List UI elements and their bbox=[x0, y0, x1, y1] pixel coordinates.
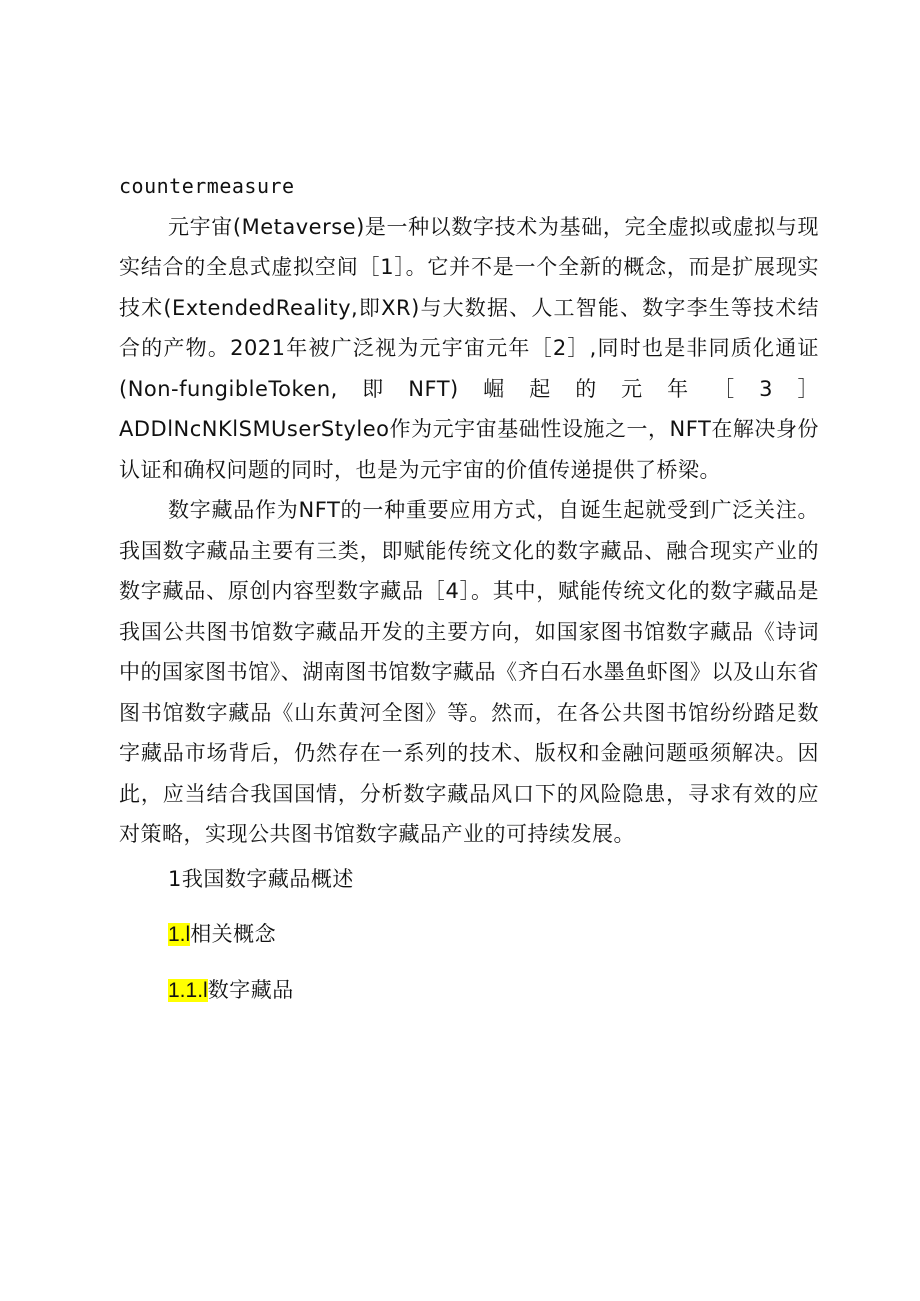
heading-level-3-number: 1.1.l bbox=[168, 978, 208, 1002]
heading-level-3 bbox=[119, 970, 819, 1011]
heading-level-2-text: 相关概念 bbox=[190, 921, 277, 946]
heading-level-2-number: 1.l bbox=[168, 922, 191, 946]
heading-level-3-text: 数字藏品 bbox=[207, 977, 294, 1002]
paragraph-metaverse: 元宇宙(Metaverse)是一种以数字技术为基础，完全虚拟或虚拟与现实结合的全息式虚拟空间［1］。它并不是一个全新的概念，而是扩展现实技术(ExtendedReality,即XR)与大数据、人工智能、数字李生等技术结合的产物。2021年被广泛视为元宇宙元年［2］,同时也是非同质化通证(Non-fungibleToken,即NFT)崛起的元年［3］ADDlNcNKlSMUserStyleo作为元宇宙基础性设施之一，NFT在解决身份认证和确权问题的同时，也是为元宇宙的价值传递提供了桥梁。 bbox=[119, 214, 819, 482]
document-page bbox=[119, 166, 819, 1011]
heading-level-1: 1我国数字藏品概述 bbox=[168, 866, 354, 891]
paragraph-digital-collections: 数字藏品作为NFT的一种重要应用方式，自诞生起就受到广泛关注。我国数字藏品主要有三类，即赋能传统文化的数字藏品、融合现实产业的数字藏品、原创内容型数字藏品［4］。其中，赋能传统文化的数字藏品是我国公共图书馆数字藏品开发的主要方向，如国家图书馆数字藏品《诗词中的国家图书馆》、湖南图书馆数字藏品《齐白石水墨鱼虾图》以及山东省图书馆数字藏品《山东黄河全图》等。然而，在各公共图书馆纷纷踏足数字藏品市场背后，仍然存在一系列的技术、版权和金融问题亟须解决。因此，应当结合我国国情，分析数字藏品风口下的风险隐患，寻求有效的应对策略，实现公共图书馆数字藏品产业的可持续发展。 bbox=[119, 498, 819, 846]
leading-word: countermeasure bbox=[119, 174, 295, 198]
heading-level-2 bbox=[119, 914, 819, 955]
